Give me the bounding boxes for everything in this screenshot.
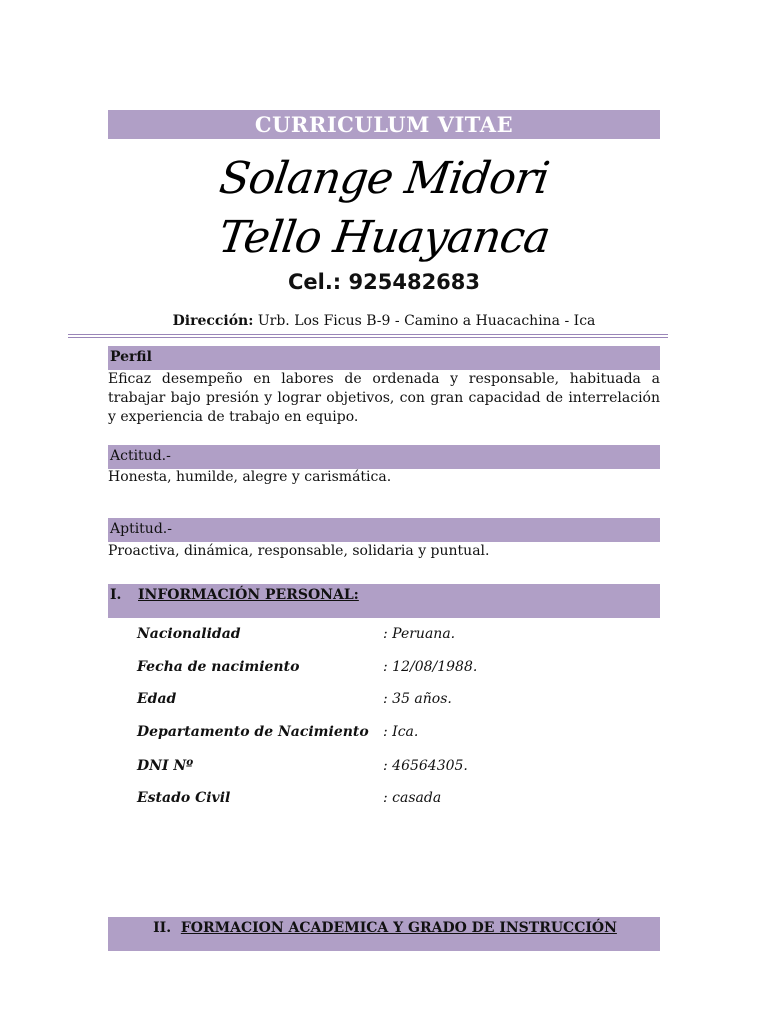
address-label: Dirección: xyxy=(172,313,254,329)
info-value: : casada xyxy=(383,790,442,806)
section-actitud-header: Actitud.- xyxy=(108,445,660,469)
info-value: : 46564305. xyxy=(383,758,468,774)
divider-line-top xyxy=(68,334,668,335)
info-label: Edad xyxy=(137,691,177,707)
actitud-text: Honesta, humilde, alegre y carismática. xyxy=(108,469,392,485)
section-formacion-header xyxy=(108,917,660,951)
section-aptitud-header: Aptitud.- xyxy=(108,518,660,542)
phone-number: Cel.: 925482683 xyxy=(287,270,481,294)
divider-line-bottom xyxy=(68,337,668,338)
section-number: I. xyxy=(110,587,122,603)
info-label: DNI Nº xyxy=(137,758,194,774)
aptitud-text: Proactiva, dinámica, responsable, solidaria y puntual. xyxy=(108,543,490,559)
info-label: Estado Civil xyxy=(137,790,231,806)
section-number: II. xyxy=(153,920,172,936)
section-info-personal-header xyxy=(108,584,660,618)
info-label: Nacionalidad xyxy=(137,626,241,642)
info-value: : Ica. xyxy=(383,724,419,740)
name-line-2: Tello Huayanca xyxy=(215,212,553,263)
cv-title-banner: CURRICULUM VITAE xyxy=(108,110,660,139)
info-value: : 35 años. xyxy=(383,691,452,707)
name-line-1: Solange Midori xyxy=(216,153,552,204)
info-label: Departamento de Nacimiento xyxy=(137,724,369,740)
address-value: Urb. Los Ficus B-9 - Camino a Huacachina - Ica xyxy=(253,313,596,329)
perfil-text: Eficaz desempeño en labores de ordenada y responsable, habituada a trabajar bajo presión y lograr objetivos, con gran capacidad de interrelación y experiencia de trabajo en equipo. xyxy=(108,371,660,425)
section-perfil-header: Perfil xyxy=(108,346,660,370)
section-title: FORMACION ACADEMICA Y GRADO DE INSTRUCCIÓN xyxy=(180,920,617,936)
info-value: : 12/08/1988. xyxy=(383,659,478,675)
info-value: : Peruana. xyxy=(383,626,456,642)
section-title: INFORMACIÓN PERSONAL: xyxy=(138,587,359,603)
address xyxy=(108,311,660,331)
info-label: Fecha de nacimiento xyxy=(137,659,300,675)
